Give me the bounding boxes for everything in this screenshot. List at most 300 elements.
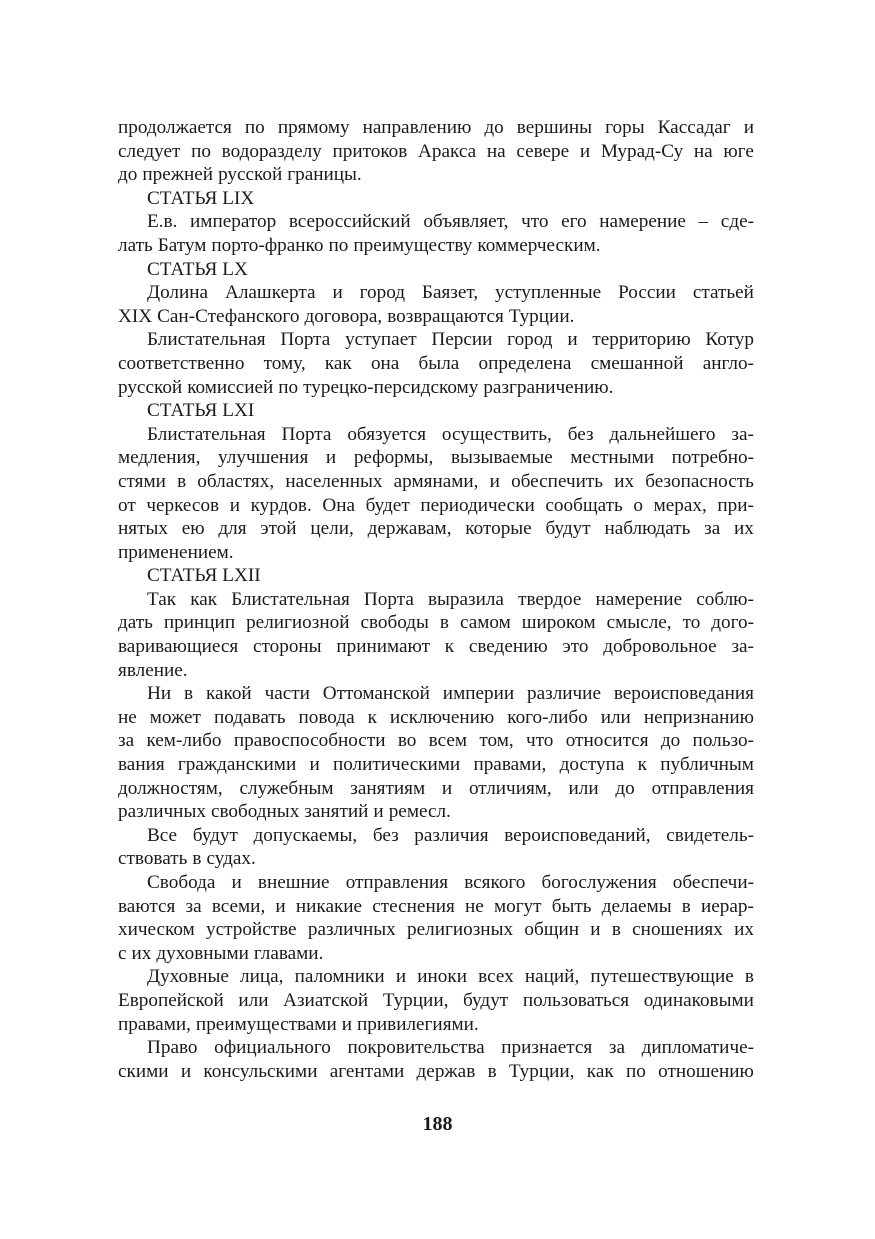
word: различия: [414, 824, 489, 846]
word: свободных: [210, 801, 300, 823]
text-line: [118, 163, 754, 187]
word: к: [367, 706, 377, 728]
word: различие: [527, 683, 601, 705]
word: безопасность: [645, 470, 754, 492]
word: по: [278, 376, 299, 398]
word: и: [231, 872, 242, 893]
word: политическими: [332, 754, 461, 776]
word: объявляет,: [423, 211, 509, 233]
word: какой: [205, 683, 252, 705]
word: местными: [570, 447, 654, 469]
word: русской: [118, 376, 183, 398]
text-line: [118, 753, 754, 777]
word: смешанной: [590, 352, 684, 374]
text-line: [118, 399, 754, 423]
word: по: [625, 1060, 646, 1082]
word: различных: [118, 801, 206, 823]
text-line: [118, 376, 754, 400]
word: всеми,: [211, 895, 266, 917]
word: как: [324, 352, 352, 374]
word: стеснения: [372, 895, 455, 917]
word: и: [275, 895, 286, 917]
word: территорию: [592, 329, 691, 351]
word: применением.: [118, 541, 234, 563]
word: и: [743, 117, 754, 138]
word: ствовать: [118, 848, 188, 870]
text-line: [118, 305, 754, 329]
word: лать: [118, 234, 153, 256]
word: путешествующие: [590, 966, 734, 988]
word: Мурад-Су: [600, 140, 684, 162]
word: была: [418, 352, 460, 374]
word: и: [180, 1060, 192, 1082]
word: LIX: [222, 187, 255, 209]
text-line: [118, 729, 754, 753]
word: до: [118, 164, 138, 186]
word: их: [131, 942, 152, 964]
word: за-: [731, 423, 754, 445]
text-line: [118, 659, 754, 683]
word: обеспечи-: [672, 872, 754, 893]
word: признается: [501, 1037, 593, 1059]
text-line: [118, 918, 754, 942]
word: Кассадаг: [657, 117, 731, 138]
word: и: [567, 329, 578, 351]
word: Азиатской: [283, 989, 369, 1011]
text-line: [118, 140, 754, 164]
word: одинаковыми: [643, 989, 754, 1011]
document-body: [118, 116, 754, 1083]
word: без: [567, 423, 594, 445]
word: LXII: [222, 565, 261, 587]
text-line: [118, 281, 754, 305]
word: обязуется: [347, 423, 427, 445]
word: потребно-: [671, 447, 754, 469]
word: отношению: [658, 1060, 754, 1082]
word: к: [444, 636, 455, 658]
word: Долина: [147, 282, 209, 304]
word: Котур: [705, 329, 754, 351]
word: сведению: [468, 636, 548, 658]
word: Она: [322, 494, 356, 516]
text-line: [118, 210, 754, 234]
word: император: [190, 211, 277, 233]
word: в: [611, 919, 621, 941]
word: твердое: [518, 588, 582, 610]
word: договора,: [304, 305, 383, 327]
word: Сан-Стефанского: [157, 305, 300, 327]
word: главами.: [253, 942, 324, 964]
word: всем: [428, 730, 468, 752]
word: цели,: [310, 518, 354, 540]
word: СТАТЬЯ: [147, 187, 218, 209]
word: их: [734, 518, 754, 540]
word: сде-: [720, 211, 754, 233]
text-line: [118, 116, 754, 140]
word: вания: [118, 754, 165, 776]
word: пользоваться: [522, 989, 630, 1011]
word: судах.: [206, 848, 256, 870]
word: будет: [365, 494, 410, 516]
word: свидетель-: [666, 824, 754, 846]
word: их: [734, 919, 754, 941]
word: том,: [479, 730, 514, 752]
word: державам,: [367, 518, 452, 540]
word: Ни: [147, 683, 172, 705]
word: и: [590, 919, 601, 941]
word: как: [190, 588, 218, 610]
word: в: [192, 848, 202, 870]
word: варивающиеся: [118, 636, 239, 658]
word: должностям,: [118, 777, 223, 799]
word: за: [118, 730, 135, 752]
text-line: [118, 1060, 754, 1084]
word: дипломатиче-: [641, 1037, 754, 1059]
text-line: [118, 611, 754, 635]
text-line: [118, 494, 754, 518]
word: порто-франко: [211, 234, 324, 256]
word: LX: [222, 258, 248, 280]
text-line: [118, 942, 754, 966]
text-line: [118, 517, 754, 541]
word: Баязет,: [421, 282, 479, 304]
word: СТАТЬЯ: [147, 258, 218, 280]
word: комиссией: [187, 376, 274, 398]
text-line: [118, 847, 754, 871]
word: принимают: [336, 636, 430, 658]
word: внешние: [257, 872, 330, 893]
word: о: [633, 494, 643, 516]
text-line: [118, 1036, 754, 1060]
word: занятий: [304, 801, 369, 823]
word: ваются: [118, 895, 176, 917]
word: преимуществами: [195, 1013, 337, 1035]
word: медления,: [118, 447, 201, 469]
text-line: [118, 588, 754, 612]
word: Аракса: [418, 140, 477, 162]
word: или: [600, 706, 631, 728]
word: продолжается: [118, 117, 232, 138]
word: которые: [465, 518, 532, 540]
word: вызываемые: [450, 447, 553, 469]
word: широком: [521, 612, 596, 634]
word: допускаемы,: [253, 824, 358, 846]
word: до: [484, 117, 504, 138]
word: периодически: [420, 494, 535, 516]
word: горы: [605, 117, 645, 138]
word: границы.: [287, 164, 362, 186]
word: отличиям,: [468, 777, 552, 799]
word: что: [526, 730, 554, 752]
word: и: [373, 801, 384, 823]
word: или: [568, 777, 599, 799]
word: Блистательная: [147, 423, 266, 445]
word: вероисповеданий,: [504, 824, 651, 846]
word: с: [118, 942, 127, 964]
word: это: [562, 636, 589, 658]
word: всероссийский: [288, 211, 411, 233]
word: в: [487, 1060, 497, 1082]
word: севере: [516, 140, 570, 162]
word: во: [397, 730, 417, 752]
word: не: [464, 895, 484, 917]
word: соответственно: [118, 352, 245, 374]
word: по: [328, 234, 349, 256]
text-line: [118, 234, 754, 258]
word: намерение: [599, 211, 686, 233]
word: Оттоманской: [322, 683, 430, 705]
text-line: [118, 423, 754, 447]
word: правами,: [473, 754, 547, 776]
text-line: [118, 895, 754, 919]
text-line: [118, 564, 754, 588]
word: непризнанию: [643, 706, 754, 728]
word: исключению: [389, 706, 495, 728]
word: правами,: [118, 1013, 191, 1035]
text-line: [118, 328, 754, 352]
word: следует: [118, 140, 181, 162]
word: смысле,: [606, 612, 672, 634]
word: за: [608, 1037, 626, 1059]
word: ремесл.: [388, 801, 451, 823]
text-line: [118, 706, 754, 730]
word: дальнейшего: [609, 423, 716, 445]
word: за: [704, 518, 721, 540]
word: курдов.: [250, 494, 312, 516]
word: явление.: [118, 659, 188, 681]
word: LXI: [222, 400, 255, 422]
word: официального: [214, 1037, 331, 1059]
word: Все: [147, 824, 178, 846]
word: будут: [545, 518, 591, 540]
word: свободы: [360, 612, 429, 634]
word: служебным: [239, 777, 334, 799]
word: за-: [731, 636, 754, 658]
word: направлению: [362, 117, 472, 138]
word: русской: [218, 164, 283, 186]
word: и: [229, 494, 240, 516]
word: населенных: [285, 470, 383, 492]
word: и: [489, 470, 500, 492]
word: то: [682, 612, 701, 634]
word: Батум: [157, 234, 207, 256]
word: намерение: [595, 588, 683, 610]
word: –: [698, 211, 709, 233]
word: подавать: [213, 706, 286, 728]
word: уступленные: [495, 282, 602, 304]
word: его: [561, 211, 587, 233]
text-line: [118, 352, 754, 376]
word: дать: [118, 612, 153, 634]
word: возвращаются: [387, 305, 504, 327]
word: притоков: [332, 140, 408, 162]
word: хическом: [118, 919, 195, 941]
word: что: [521, 211, 549, 233]
word: самом: [459, 612, 511, 634]
word: за: [185, 895, 202, 917]
word: XIX: [118, 305, 153, 327]
word: Так: [147, 588, 177, 610]
word: Свобода: [147, 872, 216, 893]
word: никакие: [295, 895, 363, 917]
word: в: [184, 683, 194, 705]
word: от: [118, 494, 136, 516]
text-line: [118, 446, 754, 470]
word: духовными: [156, 942, 249, 964]
word: публичным: [660, 754, 754, 776]
word: турецко-персидскому: [303, 376, 479, 398]
word: доступа: [559, 754, 625, 776]
word: Порта: [281, 423, 332, 445]
word: Алашкерта: [224, 282, 316, 304]
word: город: [359, 282, 406, 304]
word: к: [637, 754, 647, 776]
word: скими: [118, 1060, 169, 1082]
word: и: [579, 140, 591, 162]
word: религиозных: [407, 919, 514, 941]
word: сношениях: [632, 919, 723, 941]
word: англо-: [702, 352, 754, 374]
word: относится: [565, 730, 649, 752]
word: и: [309, 754, 320, 776]
word: Турции,: [508, 1060, 575, 1082]
word: ею: [181, 518, 205, 540]
word: держав: [416, 1060, 476, 1082]
word: СТАТЬЯ: [147, 565, 218, 587]
word: обеспечить: [511, 470, 604, 492]
word: Турции,: [382, 989, 449, 1011]
word: стями: [118, 470, 166, 492]
word: вершины: [516, 117, 593, 138]
word: областях,: [197, 470, 275, 492]
word: части: [264, 683, 310, 705]
word: занятиям: [350, 777, 426, 799]
word: будут: [463, 989, 509, 1011]
word: будут: [192, 824, 238, 846]
word: уступает: [345, 329, 417, 351]
word: кого-либо: [507, 706, 588, 728]
word: прежней: [142, 164, 214, 186]
word: в: [744, 966, 754, 988]
word: и: [332, 282, 343, 304]
word: дого-: [711, 612, 754, 634]
text-line: [118, 824, 754, 848]
word: прямому: [277, 117, 350, 138]
word: отправления: [345, 872, 449, 893]
word: паломники: [294, 966, 385, 988]
word: для: [218, 518, 247, 540]
text-line: [118, 682, 754, 706]
word: до: [615, 777, 635, 799]
word: различных: [307, 919, 396, 941]
word: этой: [260, 518, 297, 540]
word: Турции.: [508, 305, 575, 327]
word: пользо-: [692, 730, 754, 752]
word: иноки: [417, 966, 467, 988]
word: до: [660, 730, 681, 752]
text-line: [118, 777, 754, 801]
text-line: [118, 989, 754, 1013]
word: водоразделу: [221, 140, 322, 162]
word: Европейской: [118, 989, 224, 1011]
word: всякого: [464, 872, 526, 893]
word: вероисповедания: [613, 683, 754, 705]
word: Блистательная: [147, 329, 266, 351]
text-line: [118, 800, 754, 824]
word: и: [341, 1013, 352, 1035]
text-line: [118, 635, 754, 659]
word: разграничению.: [483, 376, 614, 398]
word: стороны: [252, 636, 322, 658]
word: религиозной: [246, 612, 350, 634]
word: коммерческим.: [477, 234, 601, 256]
word: нятых: [118, 518, 168, 540]
word: армянами,: [393, 470, 479, 492]
word: как: [586, 1060, 614, 1082]
word: могут: [493, 895, 542, 917]
word: на: [693, 140, 713, 162]
word: правоспособности: [233, 730, 386, 752]
word: может: [149, 706, 201, 728]
word: Порта: [363, 588, 414, 610]
word: быть: [551, 895, 592, 917]
word: гражданскими: [177, 754, 297, 776]
word: консульскими: [203, 1060, 318, 1082]
word: отправления: [651, 777, 754, 799]
word: юге: [723, 140, 754, 162]
word: черкесов: [146, 494, 220, 516]
text-line: [118, 187, 754, 211]
word: кем-либо: [146, 730, 222, 752]
word: улучшения: [218, 447, 309, 469]
word: Е.в.: [147, 211, 178, 233]
word: в: [177, 470, 187, 492]
word: в: [681, 895, 691, 917]
word: тому,: [263, 352, 306, 374]
word: добровольное: [603, 636, 717, 658]
word: агентами: [329, 1060, 405, 1082]
word: устройстве: [206, 919, 297, 941]
word: покровительства: [347, 1037, 485, 1059]
word: Право: [147, 1037, 198, 1059]
text-line: [118, 871, 754, 895]
word: и: [395, 966, 407, 988]
word: СТАТЬЯ: [147, 400, 218, 422]
word: статьей: [692, 282, 754, 304]
word: без: [372, 824, 399, 846]
word: соблю-: [696, 588, 754, 610]
word: и: [325, 447, 337, 469]
word: осуществить,: [441, 423, 552, 445]
word: при-: [717, 494, 754, 516]
word: Персии: [431, 329, 493, 351]
word: повода: [298, 706, 355, 728]
word: выразила: [427, 588, 504, 610]
word: России: [618, 282, 676, 304]
word: империи: [442, 683, 515, 705]
word: или: [238, 989, 269, 1011]
word: наблюдать: [604, 518, 691, 540]
word: преимуществу: [353, 234, 473, 256]
word: делаемы: [601, 895, 672, 917]
word: привилегиями.: [357, 1013, 479, 1035]
word: по: [244, 117, 265, 138]
word: всех: [478, 966, 514, 988]
text-line: [118, 965, 754, 989]
word: Духовные: [147, 966, 229, 988]
text-line: [118, 258, 754, 282]
word: их: [614, 470, 635, 492]
